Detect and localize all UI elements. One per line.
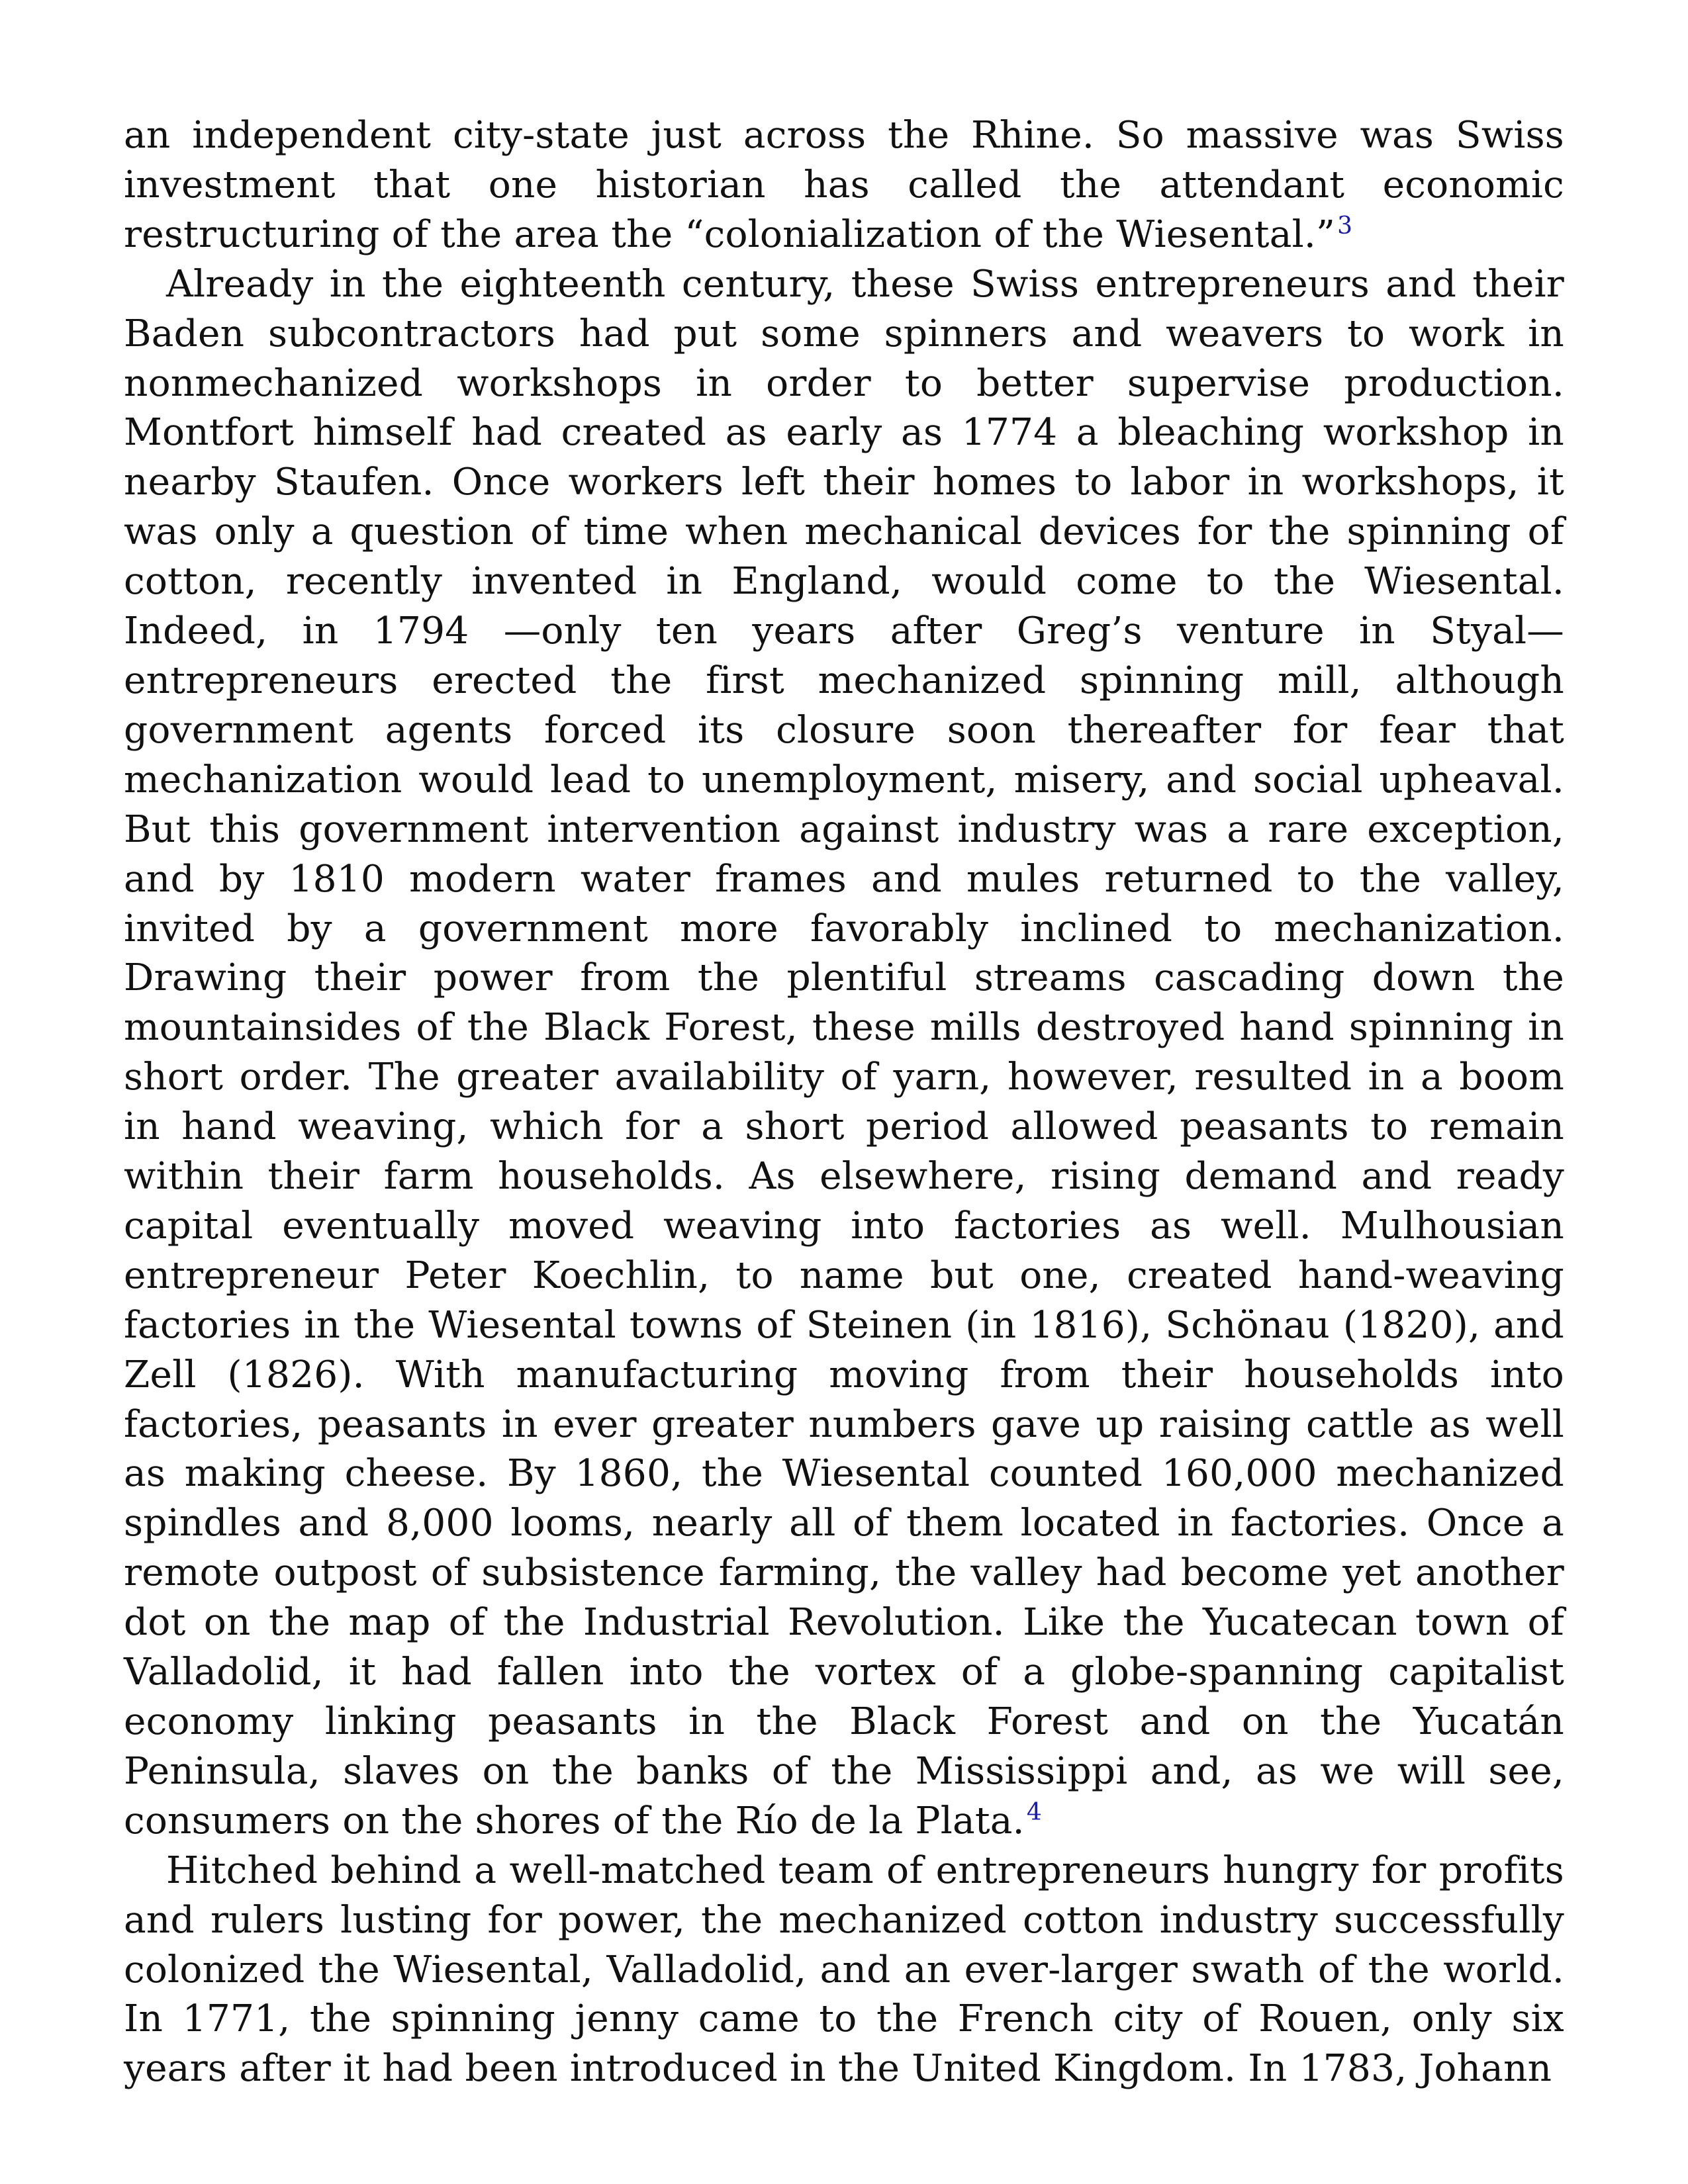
footnote-ref-3[interactable]: 3 (1337, 212, 1353, 240)
paragraph-2 (124, 260, 1564, 1846)
paragraph-1 (124, 111, 1564, 260)
paragraph-3-text: Hitched behind a well-matched team of entrepreneurs hungry for profits and rulers lusting for power, the mechanized cotton industry successfully colonized the Wiesental, Valladolid, and an ever-larger swath of the world. In 1771, the spinning jenny came to the French city of Rouen, only six years after it had been introduced in the United Kingdom. In 1783, Johann (124, 1848, 1564, 2091)
paragraph-2-text: Already in the eighteenth century, these Swiss entrepreneurs and their Baden subcontractors had put some spinners and weavers to work in nonmechanized workshops in order to better supervise production. Montfort himself had created as early as 1774 a bleaching workshop in nearby Staufen. Once workers left their homes to labor in workshops, it was only a question of time when mechanical devices for the spinning of cotton, recently invented in England, would come to the Wiesental. Indeed, in 1794 —only ten years after Greg’s venture in Styal—entrepreneurs erected the first mechanized spinning mill, although government agents forced its closure soon thereafter for fear that mechanization would lead to unemployment, misery, and social upheaval. But this government intervention against industry was a rare exception, and by 1810 modern water frames and mules returned to the valley, invited by a government more favorably inclined to mechanization. Drawing their power from the plentiful streams cascading down the mountainsides of the Black Forest, these mills destroyed hand spinning in short order. The greater availability of yarn, however, resulted in a boom in hand weaving, which for a short period allowed peasants to remain within their farm households. As elsewhere, rising demand and ready capital eventually moved weaving into factories as well. Mulhousian entrepreneur Peter Koechlin, to name but one, created hand-weaving factories in the Wiesental towns of Steinen (in 1816), Schönau (1820), and Zell (1826). With manufacturing moving from their households into factories, peasants in ever greater numbers gave up raising cattle as well as making cheese. By 1860, the Wiesental counted 160,000 mechanized spindles and 8,000 looms, nearly all of them located in factories. Once a remote outpost of subsistence farming, the valley had become yet another dot on the map of the Industrial Revolution. Like the Yucatecan town of Valladolid, it had fallen into the vortex of a globe-spanning capitalist economy linking peasants in the Black Forest and on the Yucatán Peninsula, slaves on the banks of the Mississippi and, as we will see, consumers on the shores of the Río de la Plata. (124, 262, 1564, 1843)
page-body (124, 111, 1564, 2094)
paragraph-3 (124, 1846, 1564, 2095)
paragraph-1-text: an independent city-state just across the Rhine. So massive was Swiss investment that one historian has called the attendant economic restructuring of the area the “colonialization of the Wiesental.” (124, 114, 1564, 256)
footnote-ref-4[interactable]: 4 (1026, 1799, 1042, 1827)
